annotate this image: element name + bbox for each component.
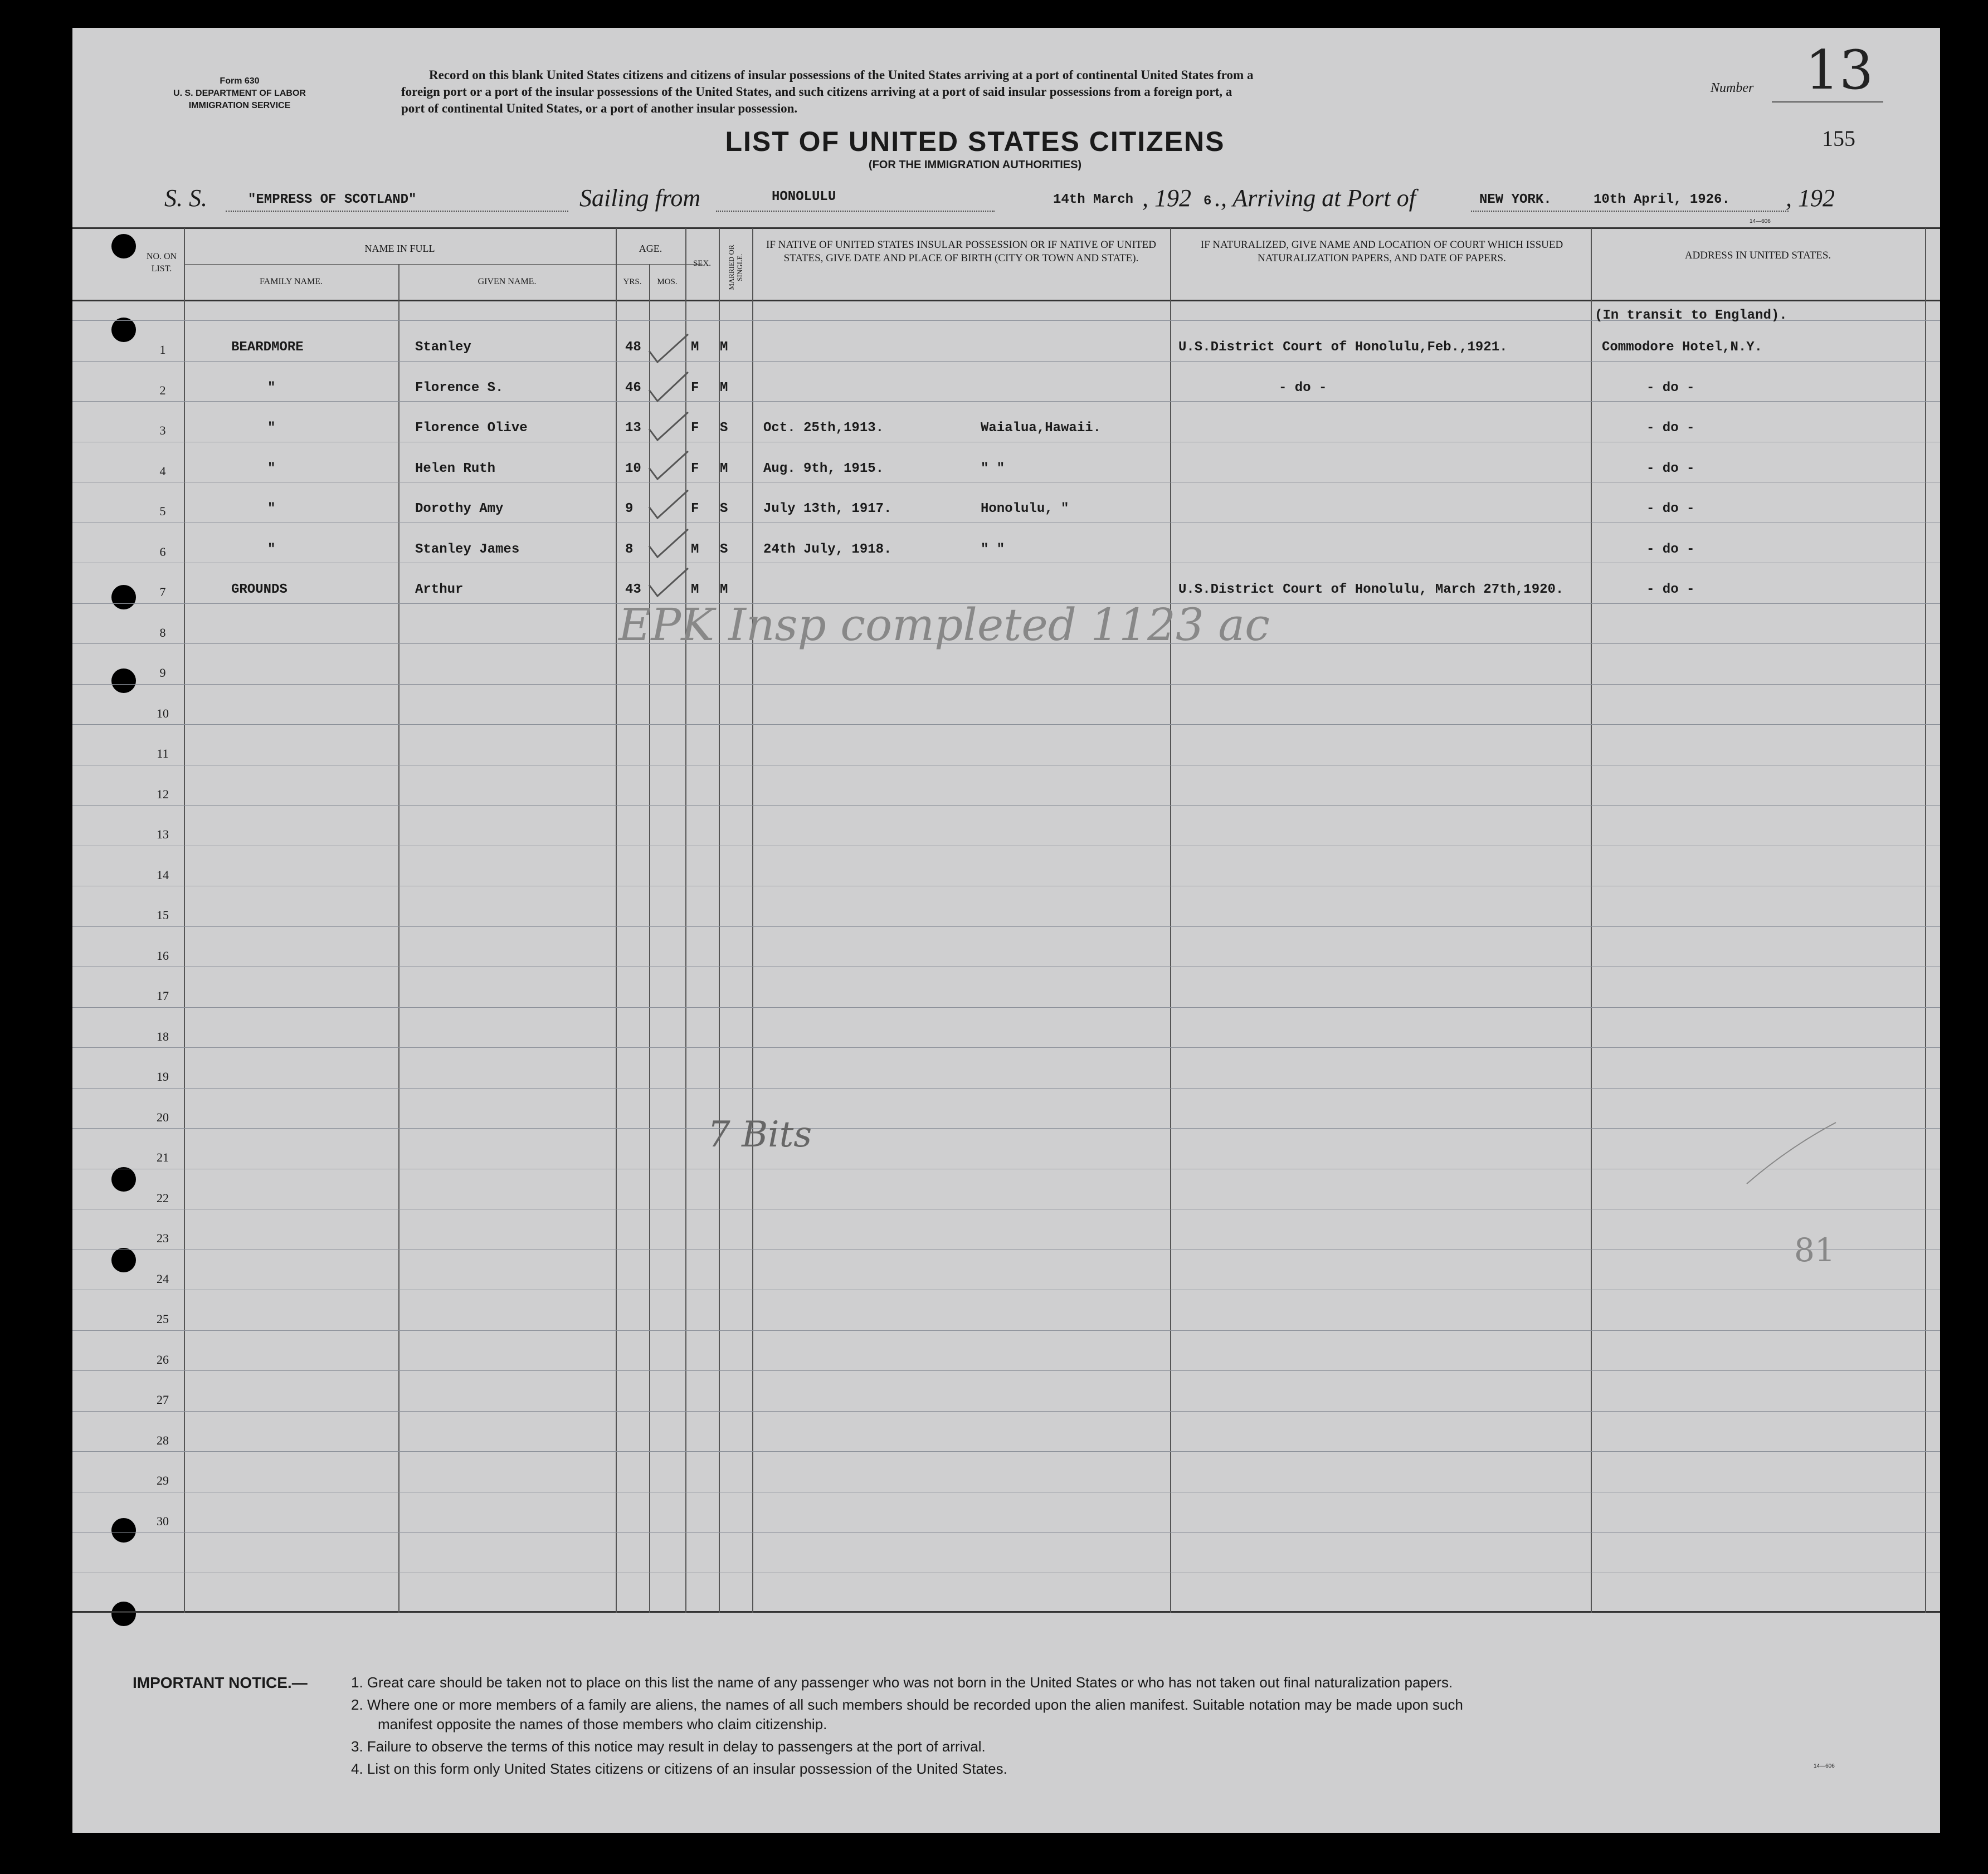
row-number: 8 [159,626,166,640]
notice-item: 2. Where one or more members of a family are aliens, the names of all such members should be recorded upon the alien manifest. Suitable notation may be made upon such [351,1696,1463,1713]
marital-status: M [720,380,728,396]
row-number: 4 [159,464,166,478]
age-years: 13 [625,421,641,436]
row-rule [72,1411,1940,1412]
from-underline [716,211,995,212]
ss-label: S. S. [164,184,207,212]
birth-place: Waialua,Hawaii. [981,421,1102,436]
birth-date: Oct. 25th,1913. [763,421,884,436]
row-number: 24 [157,1272,169,1286]
row-number: 22 [157,1191,169,1205]
row-rule [72,1007,1940,1008]
age-years: 8 [625,542,634,557]
punch-hole [111,234,136,258]
row-rule [72,724,1940,725]
row-number: 21 [157,1150,169,1164]
given-name: Arthur [415,582,464,597]
row-number: 9 [159,666,166,680]
row-number: 16 [157,949,169,963]
notice-item: 3. Failure to observe the terms of this notice may result in delay to passengers at the port of arrival. [351,1738,986,1755]
punch-hole [111,1248,136,1272]
notice-item: manifest opposite the names of those members who claim citizenship. [378,1716,827,1733]
checkmarks [646,329,696,602]
col-header-name: NAME IN FULL [364,243,435,254]
birth-place: " " [981,461,1005,476]
family-name: " [267,501,276,516]
row-number: 10 [157,706,169,720]
col-header-family: FAMILY NAME. [259,277,323,286]
sex: M [691,542,699,557]
age-years: 43 [625,582,641,597]
port-underline [1471,211,1789,212]
col-divider [719,228,720,1613]
birth-place: " " [981,542,1005,557]
row-number: 30 [157,1514,169,1528]
row-rule [72,1451,1940,1452]
arrival-port: NEW YORK. [1479,192,1552,207]
row-number: 13 [157,827,169,841]
notice-printer-mark: 14—606 [1814,1763,1835,1769]
row-rule [72,1088,1940,1089]
sex: M [691,340,699,355]
age-years: 48 [625,340,641,355]
col-divider [184,228,185,1613]
row-rule [72,401,1940,402]
table-top-border [72,227,1940,229]
col-divider [1170,228,1171,1613]
row-rule [72,1370,1940,1371]
col-divider [752,228,753,1613]
row-number: 1 [159,343,166,357]
col-header-age: AGE. [639,243,662,254]
row-number: 25 [157,1312,169,1326]
sex: F [691,461,699,476]
naturalization-court: - do - [1279,380,1327,396]
marital-status: S [720,501,728,516]
punch-hole [111,585,136,609]
row-number: 20 [157,1110,169,1124]
arrival-date: 10th April, 1926. [1594,192,1730,207]
birth-date: July 13th, 1917. [763,501,892,516]
marital-status: M [720,461,728,476]
family-name: BEARDMORE [231,340,304,355]
sex: M [691,582,699,597]
row-rule [72,1128,1940,1129]
birth-place: Honolulu, " [981,501,1069,516]
row-rule [72,1330,1940,1331]
form-number: Form 630 [220,76,260,86]
end-year-label: , 192 [1786,184,1835,212]
marital-status: M [720,582,728,597]
age-subheader-line [616,264,685,265]
page-stamp: 155 [1822,126,1855,151]
sailing-date: 14th March [1053,192,1134,207]
punch-hole [111,1167,136,1192]
arriving-label: ., Arriving at Port of [1215,184,1416,212]
family-name: " [267,380,276,396]
sex: F [691,501,699,516]
punch-hole [111,318,136,342]
birth-date: 24th July, 1918. [763,542,892,557]
transit-note: (In transit to England). [1595,308,1787,323]
us-address: - do - [1646,542,1695,557]
sex: F [691,421,699,436]
us-address: - do - [1646,380,1695,396]
department: U. S. DEPARTMENT OF LABOR [173,89,306,98]
age-years: 10 [625,461,641,476]
sailing-label: Sailing from [579,184,701,212]
row-number: 29 [157,1473,169,1487]
row-rule [72,684,1940,685]
given-name: Florence Olive [415,421,528,436]
family-name: GROUNDS [231,582,288,597]
row-number: 5 [159,504,166,518]
given-name: Helen Ruth [415,461,496,476]
instruction-line: foreign port or a port of the insular possessions of the United States, and such citizens arriving at a port of said insular possessions from a foreign port, a [401,85,1232,99]
notice-heading: IMPORTANT NOTICE.— [133,1674,308,1691]
col-divider [616,228,617,1613]
notice-item: 4. List on this form only United States citizens or citizens of an insular possession of the United States. [351,1760,1007,1777]
us-address: - do - [1646,461,1695,476]
age-years: 46 [625,380,641,396]
form-identifier [139,75,340,112]
row-rule [72,805,1940,806]
given-name: Dorothy Amy [415,501,504,516]
page-title: LIST OF UNITED STATES CITIZENS [725,126,1225,157]
punch-hole [111,668,136,693]
col-header-native: IF NATIVE OF UNITED STATES INSULAR POSSESSION OR IF NATIVE OF UNITED STATES, GIVE DATE AND PLACE OF BIRTH (CITY OR TOWN AND STATE). [766,239,1156,264]
row-number: 27 [157,1393,169,1407]
row-rule [72,926,1940,927]
service: IMMIGRATION SERVICE [188,101,291,110]
row-number: 18 [157,1029,169,1043]
sex: F [691,380,699,396]
marital-status: M [720,340,728,355]
margin-number: 81 [1794,1231,1835,1269]
row-number: 14 [157,868,169,882]
col-header-naturalized: IF NATURALIZED, GIVE NAME AND LOCATION OF COURT WHICH ISSUED NATURALIZATION PAPERS, AND DATE OF PAPERS. [1200,239,1563,264]
col-divider [1925,228,1926,1613]
given-name: Stanley James [415,542,520,557]
marital-status: S [720,421,728,436]
punch-hole [111,1602,136,1626]
family-name: " [267,542,276,557]
birth-date: Aug. 9th, 1915. [763,461,884,476]
col-header-mos: MOS. [657,277,678,286]
us-address: - do - [1646,501,1695,516]
given-name: Florence S. [415,380,504,396]
year-digit: 6 [1203,194,1212,209]
table-header-border [72,300,1940,301]
row-number: 19 [157,1070,169,1084]
row-number: 7 [159,585,166,599]
col-header-address: ADDRESS IN UNITED STATES. [1684,250,1831,261]
family-name: " [267,461,276,476]
row-number: 26 [157,1353,169,1367]
notice-item: 1. Great care should be taken not to place on this list the name of any passenger who was not born in the United States or who has not taken out final naturalization papers. [351,1674,1453,1691]
marital-status: S [720,542,728,557]
number-label: Number [1711,81,1754,95]
pencil-stroke [1744,1120,1839,1187]
page-subtitle: (FOR THE IMMIGRATION AUTHORITIES) [868,159,1082,171]
manifest-sheet [72,28,1940,1833]
row-number: 15 [157,908,169,922]
row-number: 23 [157,1231,169,1245]
family-name: " [267,421,276,436]
printer-mark: 14—606 [1750,218,1771,225]
row-rule [72,361,1940,362]
row-number: 17 [157,989,169,1003]
table-bottom-border [72,1611,1940,1613]
us-address: Commodore Hotel,N.Y. [1602,340,1763,355]
from-port: HONOLULU [772,189,836,204]
naturalization-court: U.S.District Court of Honolulu,Feb.,1921. [1178,340,1508,355]
col-header-yrs: YRS. [623,277,642,286]
row-number: 6 [159,545,166,559]
punch-hole [111,1518,136,1543]
ship-underline [226,211,568,212]
row-rule [72,1047,1940,1048]
row-number: 28 [157,1433,169,1447]
inspection-note: EPK Insp completed 1123 ac [618,599,1270,651]
age-years: 9 [625,501,634,516]
row-number: 3 [159,423,166,437]
col-header-given: GIVEN NAME. [477,277,537,286]
col-header-married: MARRIED OR SINGLE. [727,245,744,290]
given-name: Stanley [415,340,471,355]
form-instructions [401,67,1638,117]
row-number: 11 [157,746,169,760]
row-rule [72,1532,1940,1533]
col-header-no: NO. ON LIST. [146,252,177,274]
instruction-line: port of continental United States, or a port of another insular possession. [401,101,798,115]
instruction-line: Record on this blank United States citizens and citizens of insular possessions of the United States arriving at a port of continental United States from a [429,68,1254,82]
row-number: 12 [157,787,169,801]
ship-name: "EMPRESS OF SCOTLAND" [248,192,417,207]
us-address: - do - [1646,421,1695,436]
us-address: - do - [1646,582,1695,597]
naturalization-court: U.S.District Court of Honolulu, March 27th,1920. [1178,582,1564,597]
number-underline [1772,101,1883,103]
col-header-sex: SEX. [693,259,712,268]
row-number: 2 [159,383,166,397]
year-label: , 192 [1142,184,1191,212]
col-divider [1591,228,1592,1613]
col-divider [398,264,399,1613]
margin-note: 7 Bits [708,1114,812,1155]
list-number: 13 [1805,39,1874,101]
